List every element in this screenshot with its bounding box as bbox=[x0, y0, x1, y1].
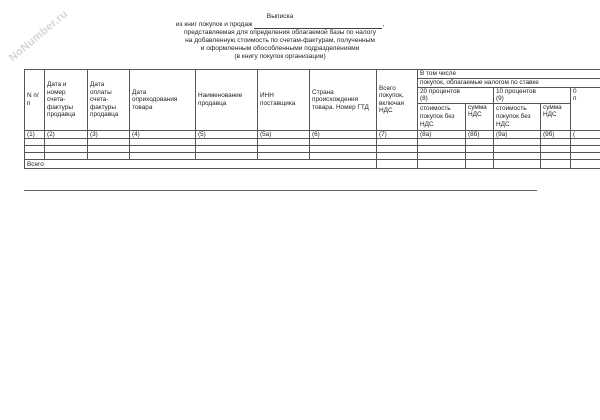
header-vat-20: сумма НДС bbox=[466, 103, 494, 130]
col-number: (4) bbox=[130, 130, 196, 139]
books-blank-field bbox=[254, 21, 382, 29]
col-number: ( bbox=[571, 130, 600, 139]
col-number: (1) bbox=[25, 130, 45, 139]
header-receipt-date: Дата оприходования товара bbox=[130, 70, 196, 131]
header-rate-10: 10 процентов (9) bbox=[494, 87, 571, 103]
heading-line-2: представляемая для определения облагаемой базы по налогу bbox=[183, 29, 377, 36]
col-number: (9а) bbox=[494, 130, 541, 139]
header-including: В том числе bbox=[418, 70, 600, 79]
col-number: (6) bbox=[310, 130, 377, 139]
header-invoice-date: Дата и номер счета-фактуры продавца bbox=[45, 70, 88, 131]
col-number: (9б) bbox=[541, 130, 571, 139]
header-row-1 bbox=[25, 70, 600, 79]
header-cost-20: стоимость покупок без НДС bbox=[418, 103, 466, 130]
heading-line-4: и оформленным обособленными подразделениями bbox=[200, 45, 360, 52]
header-country-gtd: Страна происхождения товара. Номер ГТД bbox=[310, 70, 377, 131]
header-rate-0: 0 п bbox=[571, 87, 600, 130]
header-seller-name: Наименование продавца bbox=[196, 70, 258, 131]
header-inn: ИНН поставщика bbox=[258, 70, 310, 131]
col-number: (2) bbox=[45, 130, 88, 139]
heading-line-3: на добавленную стоимость по счетам-фактурам, полученным bbox=[185, 37, 375, 44]
header-taxed: покупок, облагаемые налогом по ставке bbox=[418, 79, 600, 88]
header-cost-10: стоимость покупок без НДС bbox=[494, 103, 541, 130]
bottom-divider bbox=[24, 190, 537, 191]
purchases-table bbox=[24, 69, 600, 169]
doc-title: Выписка bbox=[266, 13, 294, 20]
total-label: Всего bbox=[25, 160, 377, 169]
document-heading bbox=[0, 13, 560, 61]
header-n: N п/п bbox=[25, 70, 45, 131]
heading-line-1: из книг покупок и продаж , bbox=[175, 21, 385, 28]
col-number: (8б) bbox=[466, 130, 494, 139]
col-number: (8а) bbox=[418, 130, 466, 139]
table-row bbox=[25, 153, 600, 160]
purchases-table-wrapper bbox=[24, 69, 600, 169]
header-vat-10: сумма НДС bbox=[541, 103, 571, 130]
col-number: (5а) bbox=[258, 130, 310, 139]
total-row bbox=[25, 160, 600, 169]
column-numbers-row bbox=[25, 130, 600, 139]
header-total-vat: Всего покупок, включая НДС bbox=[377, 70, 418, 131]
heading-line-5: (в книгу покупок организации) bbox=[234, 53, 326, 60]
col-number: (5) bbox=[196, 130, 258, 139]
header-rate-20: 20 процентов (8) bbox=[418, 87, 494, 103]
col-number: (3) bbox=[88, 130, 130, 139]
table-row bbox=[25, 139, 600, 146]
header-payment-date: Дата оплаты счета-фактуры продавца bbox=[88, 70, 130, 131]
watermark: NoNumber.ru bbox=[6, 7, 71, 65]
col-number: (7) bbox=[377, 130, 418, 139]
table-row bbox=[25, 146, 600, 153]
